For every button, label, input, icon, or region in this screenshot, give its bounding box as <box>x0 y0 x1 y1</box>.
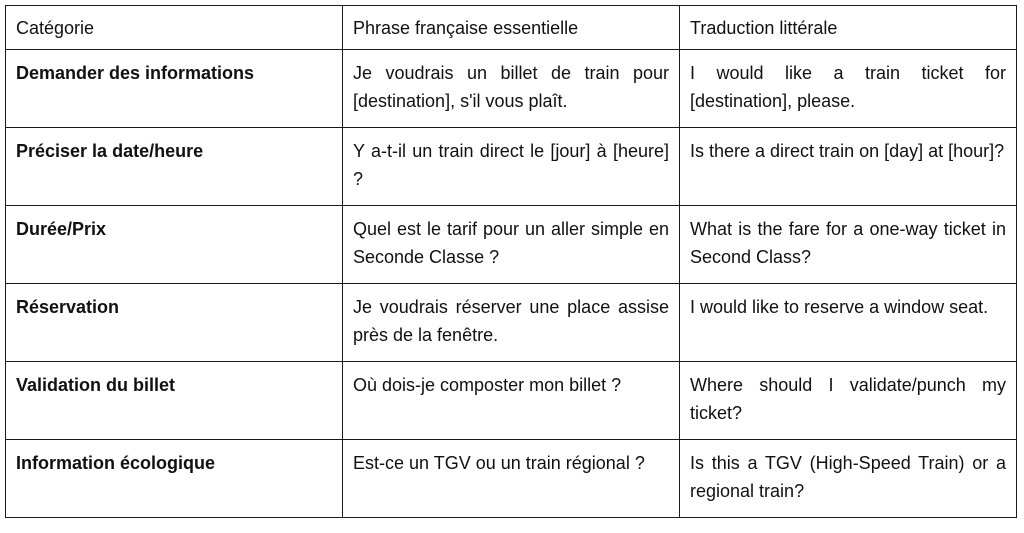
table-row <box>6 284 1017 362</box>
translation-cell: Is there a direct train on [day] at [hour]? <box>680 128 1017 206</box>
category-cell: Réservation <box>6 284 343 362</box>
table-row <box>6 50 1017 128</box>
translation-cell: I would like to reserve a window seat. <box>680 284 1017 362</box>
phrase-cell: Quel est le tarif pour un aller simple en Seconde Classe ? <box>343 206 680 284</box>
phrase-cell: Est-ce un TGV ou un train régional ? <box>343 440 680 518</box>
category-cell: Validation du billet <box>6 362 343 440</box>
table-header-row <box>6 6 1017 50</box>
translation-cell: What is the fare for a one-way ticket in Second Class? <box>680 206 1017 284</box>
category-cell: Demander des informations <box>6 50 343 128</box>
translation-cell: Where should I validate/punch my ticket? <box>680 362 1017 440</box>
phrase-cell: Je voudrais réserver une place assise près de la fenêtre. <box>343 284 680 362</box>
phrase-cell: Y a-t-il un train direct le [jour] à [heure] ? <box>343 128 680 206</box>
table-row <box>6 206 1017 284</box>
header-translation: Traduction littérale <box>680 6 1017 50</box>
phrase-cell: Où dois-je composter mon billet ? <box>343 362 680 440</box>
header-phrase: Phrase française essentielle <box>343 6 680 50</box>
header-category: Catégorie <box>6 6 343 50</box>
translation-cell: I would like a train ticket for [destination], please. <box>680 50 1017 128</box>
table-row <box>6 362 1017 440</box>
phrase-table <box>5 5 1017 518</box>
category-cell: Information écologique <box>6 440 343 518</box>
category-cell: Préciser la date/heure <box>6 128 343 206</box>
translation-cell: Is this a TGV (High-Speed Train) or a regional train? <box>680 440 1017 518</box>
table-row <box>6 440 1017 518</box>
category-cell: Durée/Prix <box>6 206 343 284</box>
table-row <box>6 128 1017 206</box>
phrase-cell: Je voudrais un billet de train pour [destination], s'il vous plaît. <box>343 50 680 128</box>
